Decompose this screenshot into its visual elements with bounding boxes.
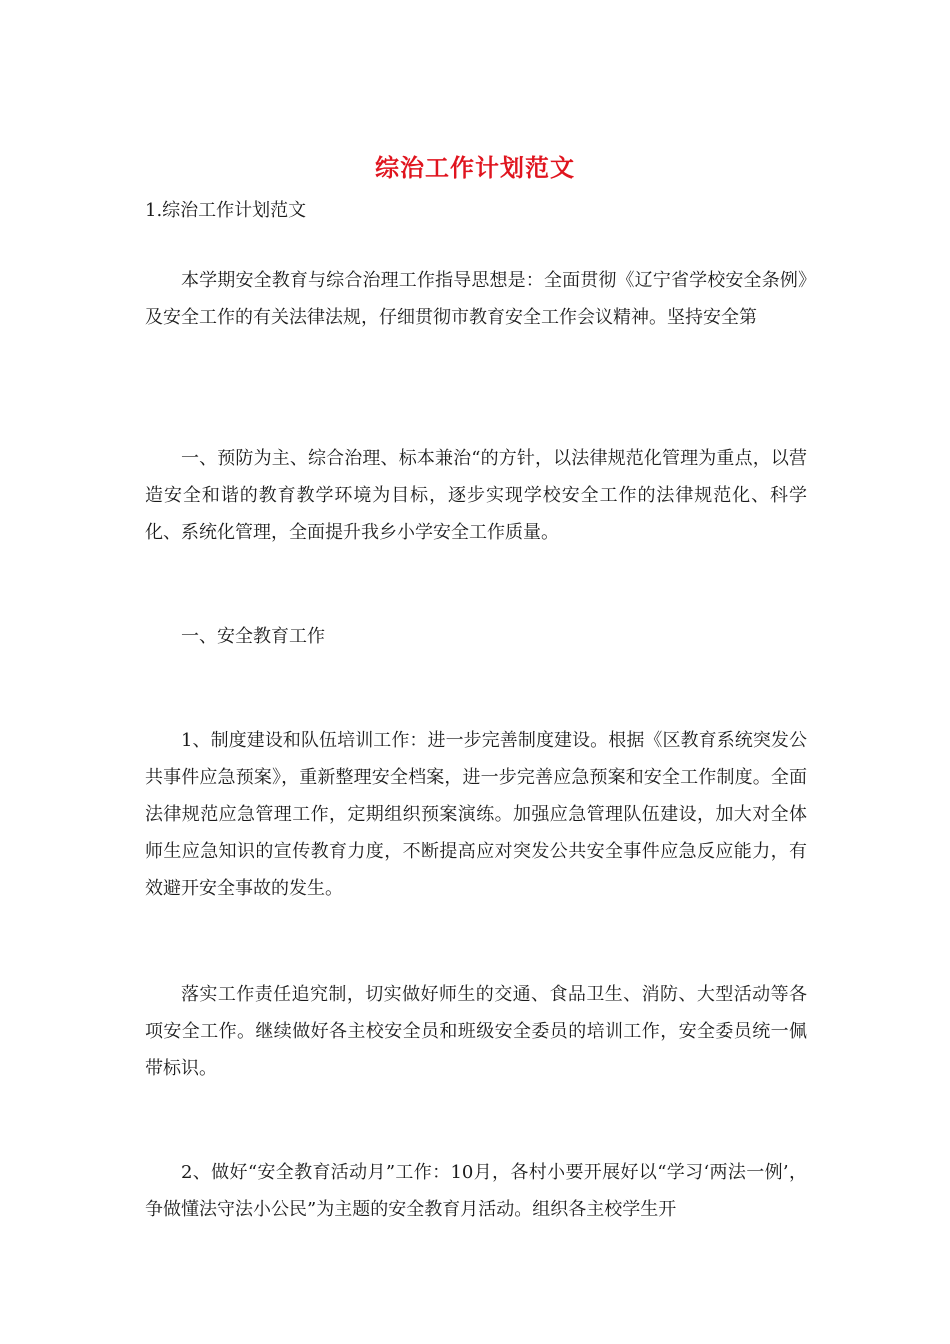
paragraph-policy: 一、预防为主、综合治理、标本兼治“的方针，以法律规范化管理为重点，以营造安全和谐的教育教学环境为目标，逐步实现学校安全工作的法律规范化、科学化、系统化管理，全面提升我乡小学安全工作质量。	[145, 448, 807, 543]
paragraph-responsibility: 落实工作责任追究制，切实做好师生的交通、食品卫生、消防、大型活动等各项安全工作。继续做好各主校安全员和班级安全委员的培训工作，安全委员统一佩带标识。	[145, 984, 807, 1079]
paragraph-education-month: 2、做好“安全教育活动月”工作：10月，各村小要开展好以“学习‘两法一例’，争做懂法守法小公民”为主题的安全教育月活动。组织各主校学生开	[145, 1162, 807, 1220]
paragraph-guiding-thought: 本学期安全教育与综合治理工作指导思想是：全面贯彻《辽宁省学校安全条例》及安全工作的有关法律法规，仔细贯彻市教育安全工作会议精神。坚持安全第	[145, 270, 807, 328]
paragraph-system-building: 1、制度建设和队伍培训工作：进一步完善制度建设。根据《区教育系统突发公共事件应急预案》，重新整理安全档案，进一步完善应急预案和安全工作制度。全面法律规范应急管理工作，定期组织预案演练。加强应急管理队伍建设，加大对全体师生应急知识的宣传教育力度，不断提高应对突发公共安全事件应急反应能力，有效避开安全事故的发生。	[145, 730, 807, 899]
document-title: 综治工作计划范文	[375, 153, 575, 182]
section-heading-safety-education: 一、安全教育工作	[181, 626, 325, 647]
document-subtitle: 1.综治工作计划范文	[145, 200, 307, 221]
